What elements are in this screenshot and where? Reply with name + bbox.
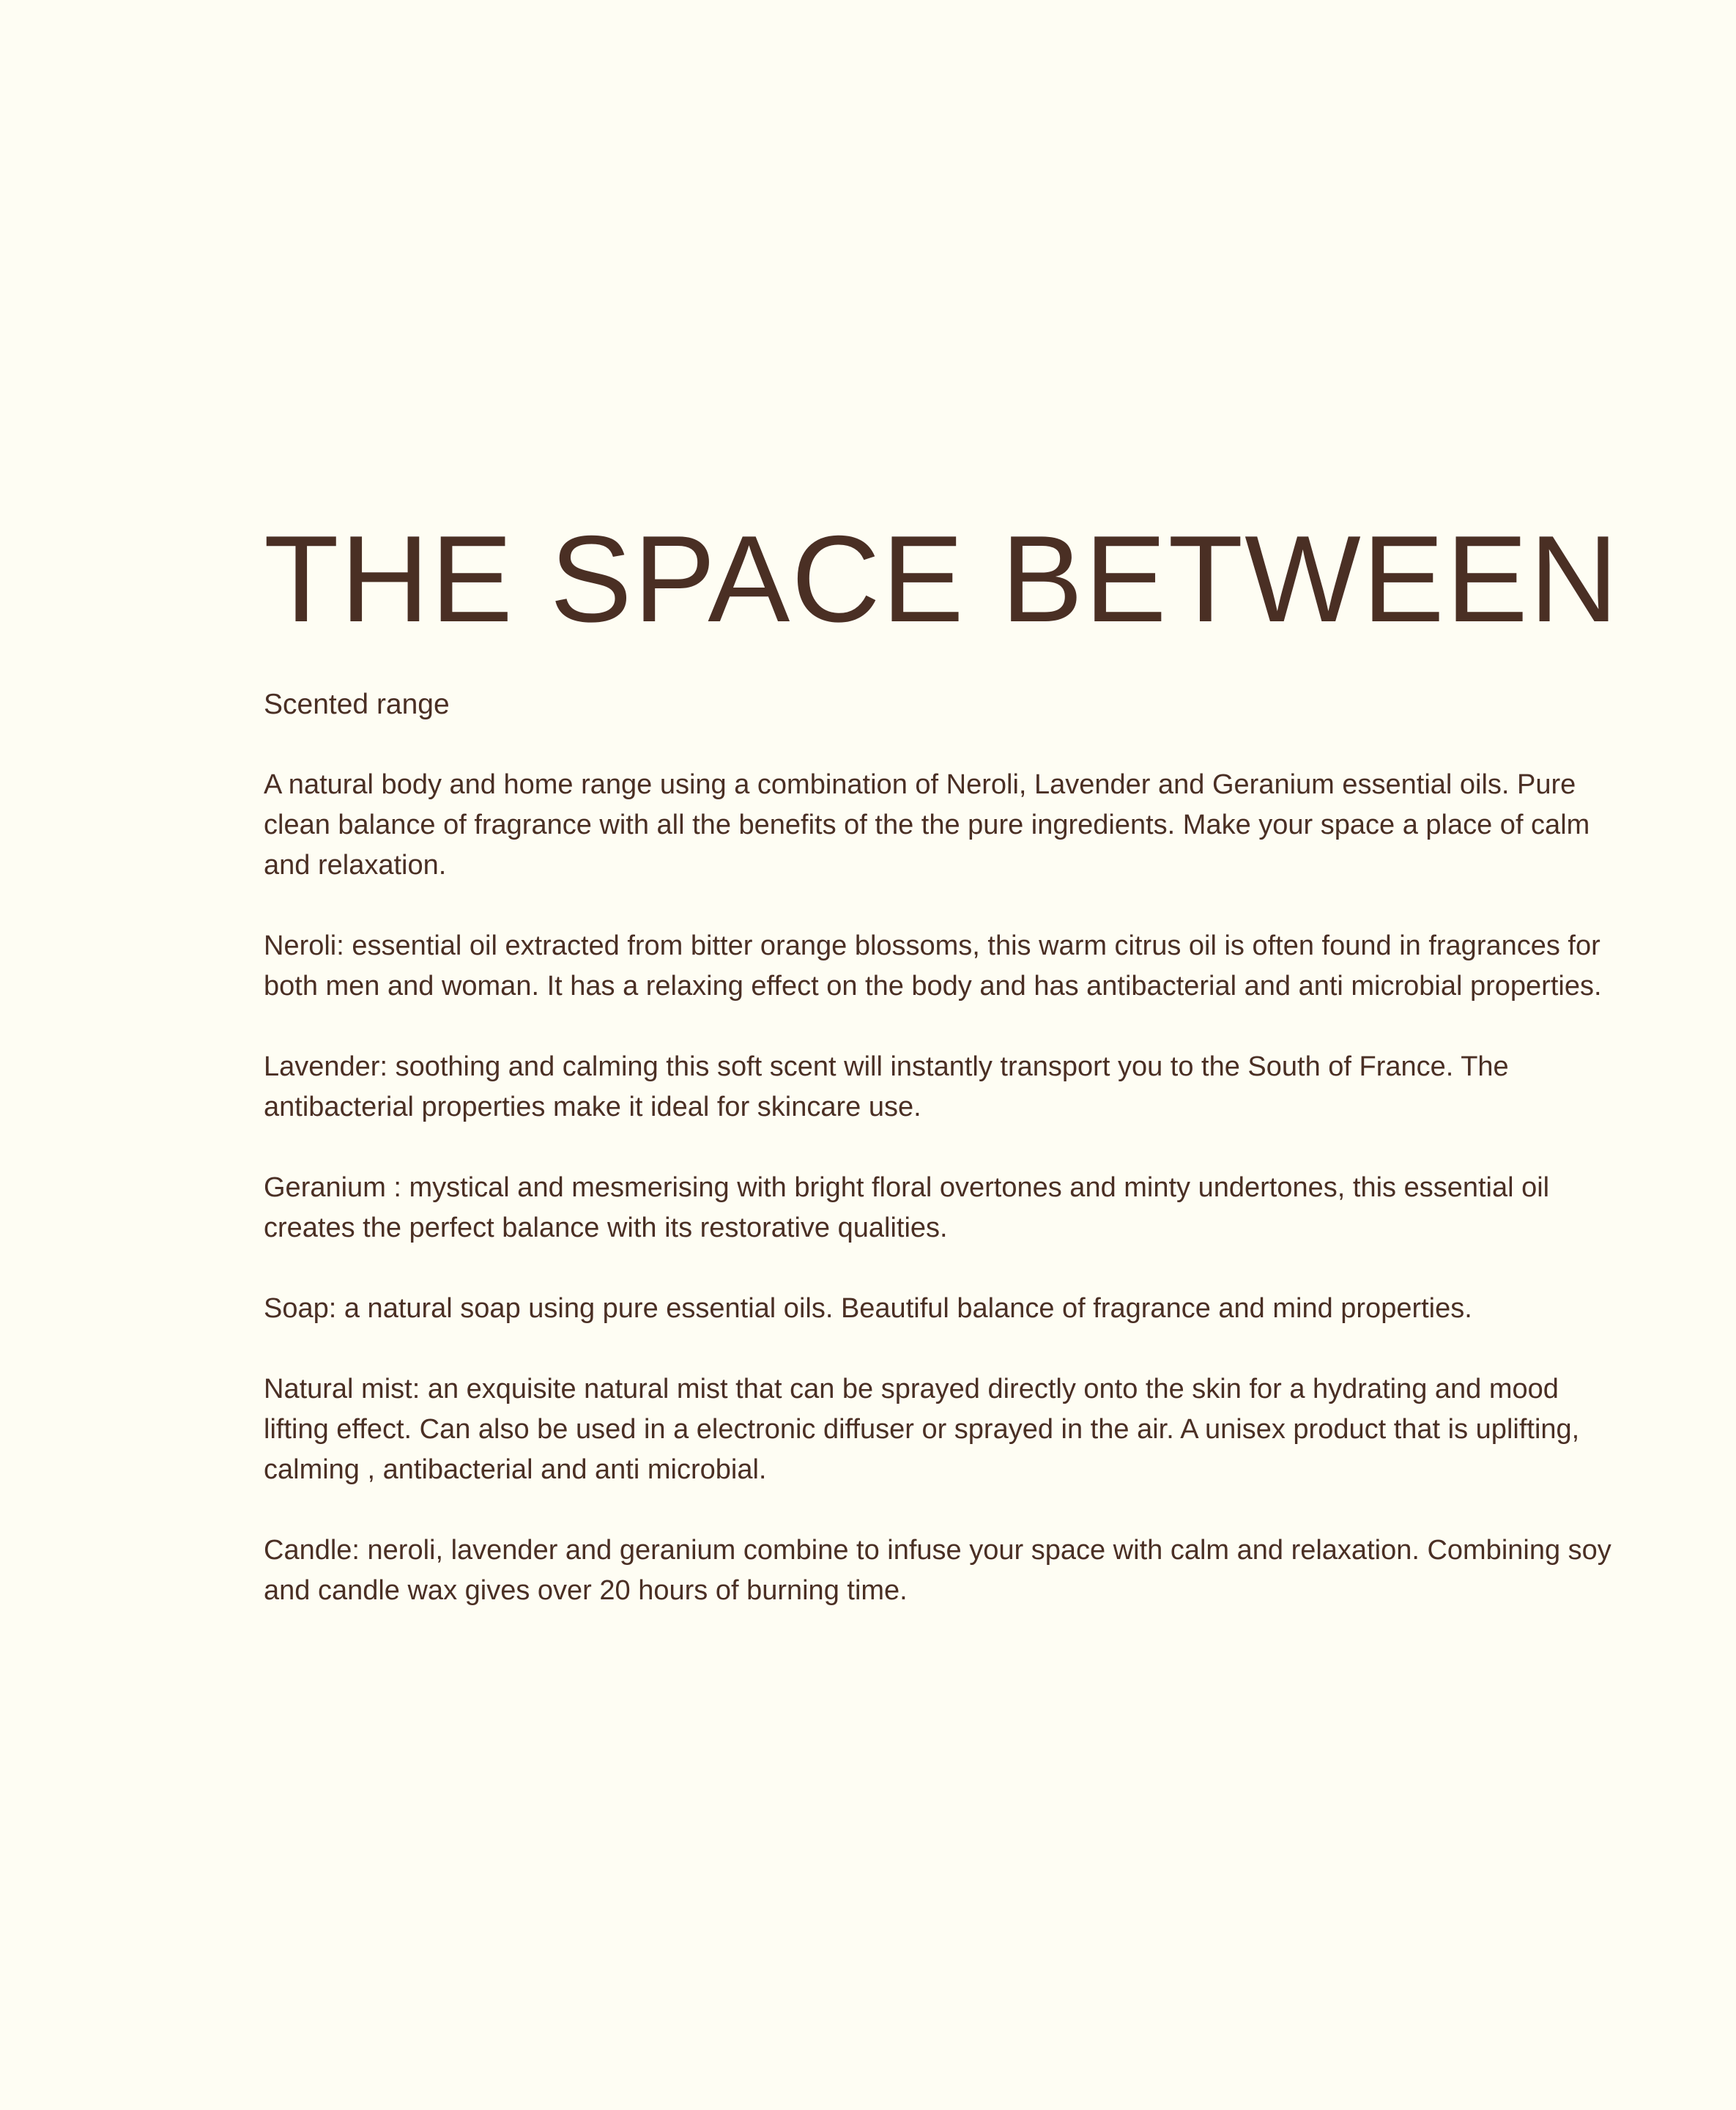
natural-mist-paragraph: Natural mist: an exquisite natural mist that can be sprayed directly onto the skin for a hydrating and mood lifting effect. Can also be used in a electronic diffuser or sprayed in the air. A unisex product that is uplifting, calming , antibacterial and anti microbial. bbox=[264, 1374, 1580, 1485]
geranium-paragraph: Geranium : mystical and mesmerising with bright floral overtones and minty undertones, this essential oil creates the perfect balance with its restorative qualities. bbox=[264, 1172, 1550, 1243]
page-title: THE SPACE BETWEEN bbox=[264, 510, 1620, 648]
candle-paragraph: Candle: neroli, lavender and geranium combine to infuse your space with calm and relaxation. Combining soy and candle wax gives over 20 hours of burning time. bbox=[264, 1535, 1611, 1606]
lavender-paragraph: Lavender: soothing and calming this soft scent will instantly transport you to the South of France. The antibacterial properties make it ideal for skincare use. bbox=[264, 1051, 1509, 1122]
intro-paragraph: A natural body and home range using a combination of Neroli, Lavender and Geranium essential oils. Pure clean balance of fragrance with all the benefits of the the pure ingredients. Make your space a place of calm and relaxation. bbox=[264, 769, 1590, 881]
neroli-paragraph: Neroli: essential oil extracted from bitter orange blossoms, this warm citrus oil is often found in fragrances for both men and woman. It has a relaxing effect on the body and has antibacterial and anti microbial properties. bbox=[264, 930, 1602, 1002]
soap-paragraph: Soap: a natural soap using pure essential oils. Beautiful balance of fragrance and mind properties. bbox=[264, 1293, 1472, 1324]
page-subtitle: Scented range bbox=[264, 689, 450, 720]
document-page bbox=[264, 510, 1641, 1611]
